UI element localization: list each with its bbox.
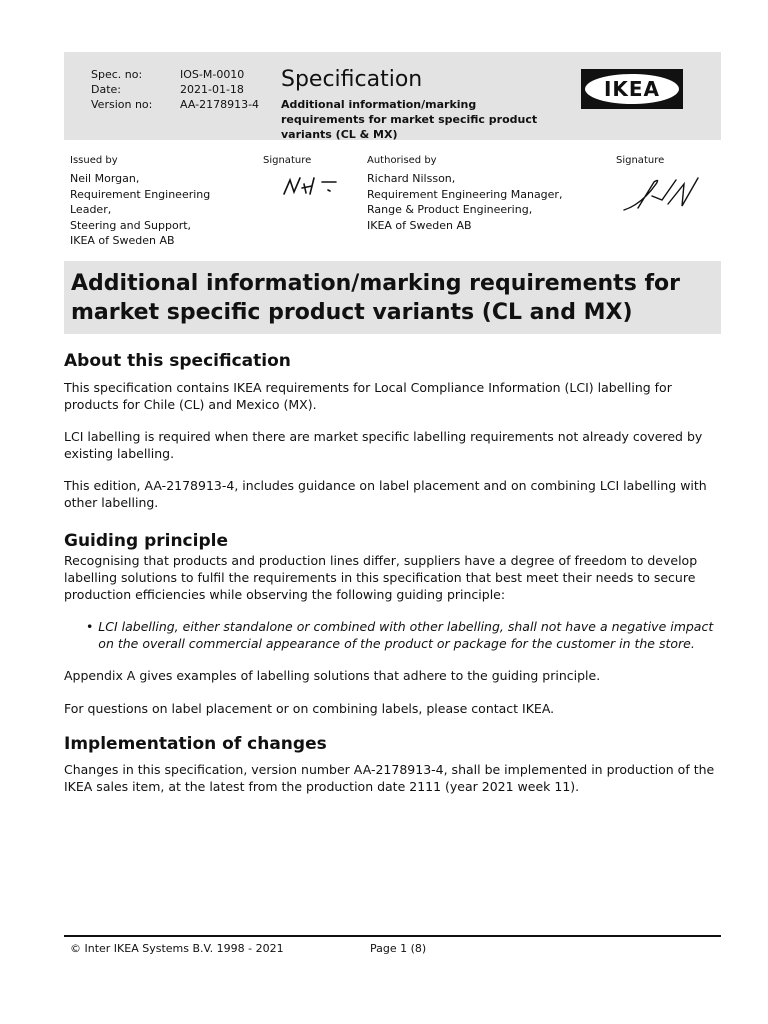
date-value: 2021-01-18	[180, 83, 244, 96]
authoriser-line: Requirement Engineering Manager,	[367, 187, 563, 201]
document-title: Additional information/marking requirements for market specific product variants (CL and MX)	[71, 271, 680, 325]
footer-page-number: Page 1 (8)	[370, 942, 427, 955]
authoriser-line: Range & Product Engineering,	[367, 203, 533, 216]
spec-no-label: Spec. no:	[91, 68, 143, 81]
about-heading: About this specification	[64, 351, 291, 371]
guiding-bullet	[86, 618, 721, 652]
spec-meta	[91, 67, 259, 112]
issued-by-label: Issued by	[70, 155, 118, 166]
bullet-dot: •	[86, 619, 94, 634]
signature-label-2: Signature	[616, 155, 665, 166]
page-footer	[64, 935, 721, 955]
document-header	[64, 52, 721, 140]
issuer-line: Neil Morgan,	[70, 172, 140, 185]
guiding-heading: Guiding principle	[64, 531, 228, 551]
header-box	[64, 52, 721, 140]
ikea-logo	[581, 69, 683, 109]
guiding-paragraph-2: Appendix A gives examples of labelling solutions that adhere to the guiding principle.	[64, 668, 601, 683]
issuer-line: Requirement Engineering	[70, 187, 211, 201]
guiding-paragraph-3: For questions on label placement or on combining labels, please contact IKEA.	[64, 701, 555, 716]
header-title-block	[281, 67, 551, 142]
authorised-by-label: Authorised by	[367, 155, 437, 166]
doc-type: Specification	[281, 67, 423, 92]
authoriser-line: IKEA of Sweden AB	[367, 218, 472, 232]
issuer-line: IKEA of Sweden AB	[70, 234, 175, 247]
signature-label-1: Signature	[263, 155, 312, 166]
issuer-signature	[282, 174, 338, 196]
guiding-paragraph-1: Recognising that products and production lines differ, suppliers have a degree of freedom to develop labelling solutions to fulfil the requirements in this specification that best meet their needs to secure production efficiencies while observing the following guiding principle:	[64, 553, 698, 602]
guiding-bullet-text: LCI labelling, either standalone or combined with other labelling, shall not have a negative impact on the overall commercial appearance of the product or package for the customer in the store.	[98, 619, 714, 651]
about-paragraph-3: This edition, AA-2178913-4, includes guidance on label placement and on combining LCI labelling with other labelling.	[64, 478, 707, 510]
version-label: Version no:	[91, 98, 153, 111]
implementation-paragraph: Changes in this specification, version number AA-2178913-4, shall be implemented in production of the IKEA sales item, at the latest from the production date 2111 (year 2021 week 11).	[64, 762, 715, 794]
version-value: AA-2178913-4	[180, 98, 260, 111]
logo-text: IKEA	[603, 77, 661, 101]
date-label: Date:	[91, 83, 121, 96]
issued-by-name	[70, 171, 210, 249]
about-paragraph-2: LCI labelling is required when there are market specific labelling requirements not already covered by existing labelling.	[64, 429, 703, 461]
about-paragraph-1: This specification contains IKEA requirements for Local Compliance Information (LCI) labelling for products for Chile (CL) and Mexico (MX).	[64, 380, 672, 412]
authoriser-signature	[622, 174, 702, 214]
footer-copyright: © Inter IKEA Systems B.V. 1998 - 2021	[70, 942, 284, 955]
issuer-line: Steering and Support,	[70, 218, 192, 232]
authorised-by-name	[367, 171, 562, 233]
doc-subtitle: Additional information/marking requirements for market specific product variants (CL & MX)	[281, 98, 538, 141]
title-band	[64, 261, 721, 334]
implementation-heading: Implementation of changes	[64, 734, 327, 754]
issuer-line: Leader,	[70, 203, 112, 216]
spec-no-value: IOS-M-0010	[180, 68, 245, 81]
authoriser-line: Richard Nilsson,	[367, 172, 456, 185]
document-body	[64, 350, 721, 795]
